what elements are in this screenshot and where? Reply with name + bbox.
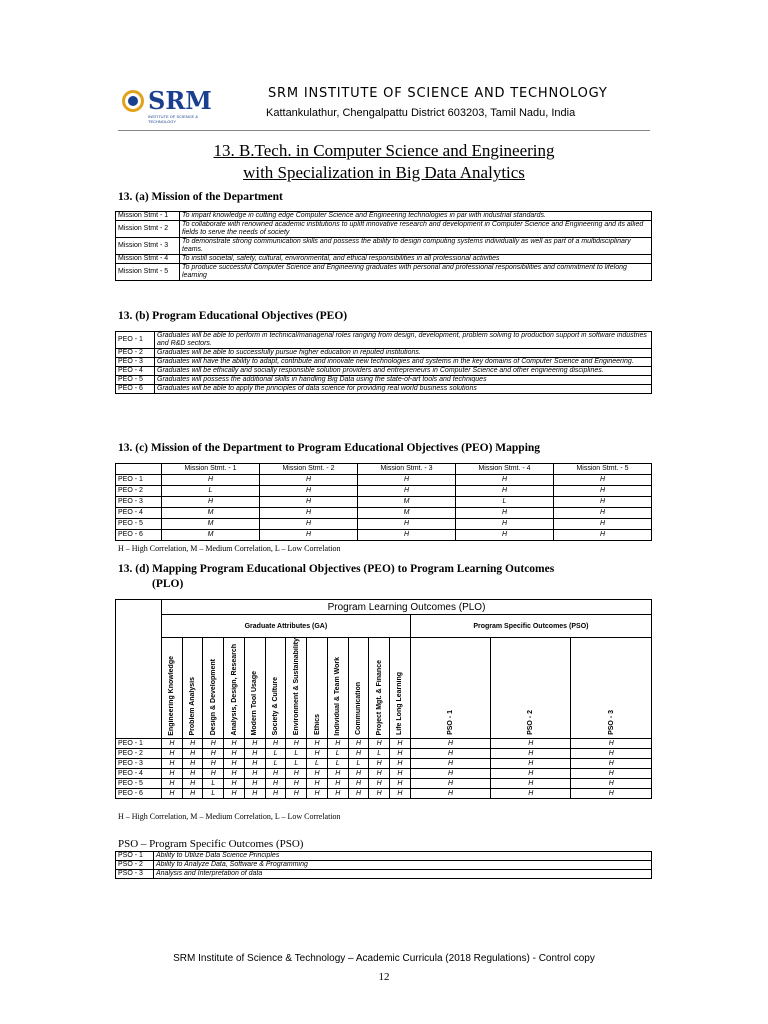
table-row [116, 749, 652, 759]
pso-label: PSO - 3 [116, 870, 154, 879]
plo-column-header [491, 638, 571, 739]
correlation-cell: H [554, 530, 652, 541]
plo-column-header [244, 638, 265, 739]
correlation-cell: H [182, 749, 203, 759]
correlation-cell: H [390, 769, 411, 779]
correlation-cell: L [307, 759, 328, 769]
correlation-cell: H [456, 530, 554, 541]
correlation-cell: H [571, 779, 652, 789]
table-row [116, 769, 652, 779]
section-a-heading: 13. (a) Mission of the Department [118, 191, 283, 203]
institute-address: Kattankulathur, Chengalpattu District 603203, Tamil Nadu, India [266, 107, 576, 119]
table-row [116, 238, 652, 255]
correlation-cell: H [260, 475, 358, 486]
correlation-cell: H [244, 789, 265, 799]
correlation-cell: H [369, 759, 390, 769]
correlation-cell: H [348, 739, 369, 749]
correlation-cell: H [348, 769, 369, 779]
correlation-cell: H [327, 789, 348, 799]
mission-text: To produce successful Computer Science and Engineering graduates with personal and professional responsibilities and commitment to lifelong learning [180, 264, 652, 281]
correlation-cell: H [162, 759, 183, 769]
correlation-cell: H [286, 789, 307, 799]
table-row [116, 264, 652, 281]
peo-label: PEO - 5 [116, 376, 155, 385]
correlation-note-c: H – High Correlation, M – Medium Correlation, L – Low Correlation [118, 544, 341, 553]
title-line-1: 13. B.Tech. in Computer Science and Engineering [213, 141, 555, 160]
corner-cell [116, 464, 162, 475]
peo-plo-mapping-table [115, 599, 652, 799]
correlation-cell: H [456, 508, 554, 519]
pso-group-title: Program Specific Outcomes (PSO) [410, 615, 651, 638]
row-label: PEO - 4 [116, 769, 162, 779]
pso-label: PSO - 2 [116, 861, 154, 870]
correlation-cell: H [456, 486, 554, 497]
correlation-cell: M [162, 530, 260, 541]
correlation-cell: H [390, 739, 411, 749]
correlation-cell: H [410, 779, 490, 789]
correlation-cell: L [327, 759, 348, 769]
peo-label: PEO - 6 [116, 385, 155, 394]
correlation-cell: H [244, 739, 265, 749]
correlation-cell: H [348, 789, 369, 799]
row-label: PEO - 1 [116, 475, 162, 486]
table-row [116, 530, 652, 541]
row-label: PEO - 2 [116, 749, 162, 759]
table-row [116, 789, 652, 799]
correlation-cell: H [491, 779, 571, 789]
correlation-cell: H [265, 739, 286, 749]
correlation-cell: H [410, 739, 490, 749]
table-row [116, 861, 652, 870]
plo-column-label: PSO - 2 [527, 710, 535, 736]
mission-peo-mapping-table [115, 463, 652, 541]
correlation-cell: L [265, 759, 286, 769]
table-row [116, 349, 652, 358]
correlation-cell: H [348, 779, 369, 789]
correlation-cell: H [571, 769, 652, 779]
peo-label: PEO - 3 [116, 358, 155, 367]
correlation-cell: H [162, 779, 183, 789]
correlation-cell: H [260, 530, 358, 541]
correlation-cell: L [203, 779, 224, 789]
correlation-cell: H [307, 749, 328, 759]
correlation-cell: H [390, 779, 411, 789]
correlation-note-d: H – High Correlation, M – Medium Correlation, L – Low Correlation [118, 812, 341, 821]
table-row [116, 332, 652, 349]
table-row [116, 212, 652, 221]
pso-table [115, 851, 652, 879]
mission-label: Mission Stmt - 2 [116, 221, 180, 238]
column-header: Mission Stmt. - 4 [456, 464, 554, 475]
page-header [118, 80, 650, 131]
correlation-cell: L [456, 497, 554, 508]
mission-text: To collaborate with renowned academic institutions to uplift innovative research and development in Computer Science and Engineering and its allied fields to serve the needs of society [180, 221, 652, 238]
correlation-cell: H [162, 497, 260, 508]
correlation-cell: H [162, 739, 183, 749]
correlation-cell: H [390, 789, 411, 799]
pso-text: Analysis and Interpretation of data [154, 870, 652, 879]
correlation-cell: H [369, 789, 390, 799]
correlation-cell: H [554, 508, 652, 519]
correlation-cell: H [265, 769, 286, 779]
correlation-cell: H [358, 486, 456, 497]
correlation-cell: H [554, 497, 652, 508]
correlation-cell: H [456, 475, 554, 486]
row-label: PEO - 3 [116, 497, 162, 508]
table-row [116, 255, 652, 264]
correlation-cell: H [369, 769, 390, 779]
correlation-cell: H [327, 769, 348, 779]
pso-text: Ability to Analyze Data, Software & Programming [154, 861, 652, 870]
correlation-cell: H [224, 759, 245, 769]
plo-column-label: Environment & Sustainability [292, 638, 300, 736]
correlation-cell: H [182, 779, 203, 789]
correlation-cell: H [182, 739, 203, 749]
row-label: PEO - 2 [116, 486, 162, 497]
plo-column-header [265, 638, 286, 739]
ga-title: Graduate Attributes (GA) [162, 615, 411, 638]
pso-text: Ability to Utilize Data Science Principles [154, 852, 652, 861]
column-header: Mission Stmt. - 3 [358, 464, 456, 475]
plo-column-label: Modern Tool Usage [251, 670, 259, 736]
correlation-cell: H [554, 486, 652, 497]
correlation-cell: H [260, 508, 358, 519]
srm-logo [122, 84, 214, 124]
correlation-cell: H [358, 475, 456, 486]
mission-text: To impart knowledge in cutting edge Computer Science and Engineering technologies in par with industrial standards. [180, 212, 652, 221]
correlation-cell: H [571, 759, 652, 769]
correlation-cell: H [410, 749, 490, 759]
plo-column-header [224, 638, 245, 739]
correlation-cell: H [286, 739, 307, 749]
section-b-heading: 13. (b) Program Educational Objectives (PEO) [118, 310, 348, 322]
correlation-cell: H [358, 530, 456, 541]
correlation-cell: M [162, 508, 260, 519]
plo-column-header [203, 638, 224, 739]
correlation-cell: H [182, 769, 203, 779]
correlation-cell: H [327, 739, 348, 749]
correlation-cell: H [286, 779, 307, 789]
plo-column-label: Analysis, Design, Research [230, 643, 238, 736]
correlation-cell: H [182, 789, 203, 799]
correlation-cell: H [224, 769, 245, 779]
peo-label: PEO - 4 [116, 367, 155, 376]
correlation-cell: H [244, 749, 265, 759]
mission-text: To demonstrate strong communication skills and possess the ability to design computing systems individually as well as part of a multidisciplinary teams. [180, 238, 652, 255]
plo-column-label: Engineering Knowledge [168, 655, 176, 736]
pso-heading: PSO – Program Specific Outcomes (PSO) [118, 838, 304, 850]
plo-column-header [307, 638, 328, 739]
correlation-cell: H [286, 769, 307, 779]
column-header: Mission Stmt. - 1 [162, 464, 260, 475]
plo-column-label: Society & Culture [272, 676, 280, 736]
plo-column-header [286, 638, 307, 739]
plo-column-header [162, 638, 183, 739]
table-row [116, 486, 652, 497]
plo-column-label: Communication [354, 682, 362, 736]
table-row [116, 870, 652, 879]
correlation-cell: H [265, 789, 286, 799]
mission-table [115, 211, 652, 281]
mission-text: To instill societal, safety, cultural, environmental, and ethical responsibilities in all professional activities [180, 255, 652, 264]
correlation-cell: H [224, 739, 245, 749]
row-label: PEO - 5 [116, 519, 162, 530]
correlation-cell: H [260, 519, 358, 530]
table-row [116, 376, 652, 385]
correlation-cell: H [491, 759, 571, 769]
table-row [116, 367, 652, 376]
correlation-cell: H [224, 779, 245, 789]
correlation-cell: H [162, 475, 260, 486]
correlation-cell: L [369, 749, 390, 759]
peo-table [115, 331, 652, 394]
correlation-cell: M [358, 508, 456, 519]
plo-column-header [571, 638, 652, 739]
plo-title: Program Learning Outcomes (PLO) [162, 600, 652, 615]
correlation-cell: H [410, 789, 490, 799]
correlation-cell: H [224, 789, 245, 799]
correlation-cell: H [491, 769, 571, 779]
peo-text: Graduates will possess the additional skills in handling Big Data using the state-of-art tools and techniques [155, 376, 652, 385]
mission-label: Mission Stmt - 4 [116, 255, 180, 264]
correlation-cell: H [369, 779, 390, 789]
table-row [116, 739, 652, 749]
correlation-cell: H [456, 519, 554, 530]
correlation-cell: L [265, 749, 286, 759]
institute-name: SRM INSTITUTE OF SCIENCE AND TECHNOLOGY [268, 86, 608, 101]
page-footer: SRM Institute of Science & Technology – Academic Curricula (2018 Regulations) - Control copy [173, 953, 595, 964]
correlation-cell: L [162, 486, 260, 497]
correlation-cell: H [244, 759, 265, 769]
correlation-cell: H [327, 779, 348, 789]
correlation-cell: H [307, 769, 328, 779]
page-title [0, 140, 768, 184]
correlation-cell: H [554, 519, 652, 530]
correlation-cell: M [162, 519, 260, 530]
section-d-heading-cont: (PLO) [152, 578, 184, 590]
row-label: PEO - 3 [116, 759, 162, 769]
correlation-cell: H [203, 769, 224, 779]
peo-text: Graduates will be able to apply the principles of data science for providing real world business solutions [155, 385, 652, 394]
plo-column-header [410, 638, 490, 739]
correlation-cell: H [260, 497, 358, 508]
correlation-cell: H [491, 739, 571, 749]
correlation-cell: M [358, 497, 456, 508]
correlation-cell: H [244, 769, 265, 779]
correlation-cell: H [390, 749, 411, 759]
plo-column-label: Problem Analysis [189, 676, 197, 736]
correlation-cell: H [307, 789, 328, 799]
page-number: 12 [378, 971, 390, 983]
corner-cell [116, 600, 162, 739]
correlation-cell: H [307, 779, 328, 789]
table-row [116, 221, 652, 238]
correlation-cell: L [348, 759, 369, 769]
correlation-cell: H [162, 749, 183, 759]
row-label: PEO - 6 [116, 789, 162, 799]
peo-text: Graduates will be able to perform in technical/managerial roles ranging from design, development, problem solving to production support in software industries and R&D sectors. [155, 332, 652, 349]
section-c-heading: 13. (c) Mission of the Department to Program Educational Objectives (PEO) Mapping [118, 442, 541, 454]
plo-column-header [182, 638, 203, 739]
table-row [116, 497, 652, 508]
row-label: PEO - 5 [116, 779, 162, 789]
correlation-cell: H [162, 789, 183, 799]
mission-label: Mission Stmt - 5 [116, 264, 180, 281]
pso-label: PSO - 1 [116, 852, 154, 861]
correlation-cell: H [369, 739, 390, 749]
correlation-cell: H [348, 749, 369, 759]
mission-label: Mission Stmt - 1 [116, 212, 180, 221]
section-d-heading: 13. (d) Mapping Program Educational Objectives (PEO) to Program Learning Outcomes [118, 563, 555, 575]
correlation-cell: H [554, 475, 652, 486]
logo-text: SRM [148, 86, 212, 115]
logo-emblem-icon [122, 90, 144, 112]
mission-label: Mission Stmt - 3 [116, 238, 180, 255]
correlation-cell: H [182, 759, 203, 769]
table-row [116, 475, 652, 486]
table-row [116, 519, 652, 530]
title-line-2: with Specialization in Big Data Analytics [243, 163, 525, 182]
table-row [116, 385, 652, 394]
correlation-cell: H [260, 486, 358, 497]
correlation-cell: L [286, 759, 307, 769]
correlation-cell: L [286, 749, 307, 759]
correlation-cell: H [571, 739, 652, 749]
correlation-cell: H [410, 769, 490, 779]
plo-column-label: Life Long Learning [396, 672, 404, 736]
table-row [116, 508, 652, 519]
correlation-cell: H [491, 789, 571, 799]
correlation-cell: H [390, 759, 411, 769]
peo-label: PEO - 2 [116, 349, 155, 358]
peo-text: Graduates will have the ability to adapt, contribute and innovate new technologies and systems in the key domains of Computer Science and Engineering. [155, 358, 652, 367]
row-label: PEO - 1 [116, 739, 162, 749]
peo-text: Graduates will be able to successfully pursue higher education in reputed institutions. [155, 349, 652, 358]
plo-column-label: Ethics [313, 714, 321, 736]
plo-column-header [327, 638, 348, 739]
correlation-cell: H [203, 759, 224, 769]
table-row [116, 852, 652, 861]
plo-column-label: Individual & Team Work [334, 656, 342, 736]
correlation-cell: H [244, 779, 265, 789]
table-row [116, 358, 652, 367]
correlation-cell: H [571, 789, 652, 799]
correlation-cell: H [203, 739, 224, 749]
correlation-cell: H [265, 779, 286, 789]
row-label: PEO - 6 [116, 530, 162, 541]
correlation-cell: H [307, 739, 328, 749]
correlation-cell: L [327, 749, 348, 759]
correlation-cell: L [203, 789, 224, 799]
plo-column-header [390, 638, 411, 739]
row-label: PEO - 4 [116, 508, 162, 519]
peo-label: PEO - 1 [116, 332, 155, 349]
plo-column-header [348, 638, 369, 739]
peo-text: Graduates will be ethically and socially responsible solution providers and entrepreneurs in Computer Science and other engineering disciplines. [155, 367, 652, 376]
correlation-cell: H [491, 749, 571, 759]
column-header: Mission Stmt. - 2 [260, 464, 358, 475]
plo-column-label: PSO - 1 [446, 710, 454, 736]
logo-subtext: INSTITUTE OF SCIENCE & TECHNOLOGY [148, 114, 199, 124]
correlation-cell: H [571, 749, 652, 759]
plo-column-label: Project Mgt. & Finance [375, 659, 383, 736]
correlation-cell: H [410, 759, 490, 769]
column-header: Mission Stmt. - 5 [554, 464, 652, 475]
correlation-cell: H [358, 519, 456, 530]
correlation-cell: H [203, 749, 224, 759]
table-row [116, 759, 652, 769]
plo-column-label: PSO - 3 [607, 710, 615, 736]
table-row [116, 779, 652, 789]
correlation-cell: H [162, 769, 183, 779]
plo-column-header [369, 638, 390, 739]
correlation-cell: H [224, 749, 245, 759]
plo-column-label: Design & Development [209, 659, 217, 736]
